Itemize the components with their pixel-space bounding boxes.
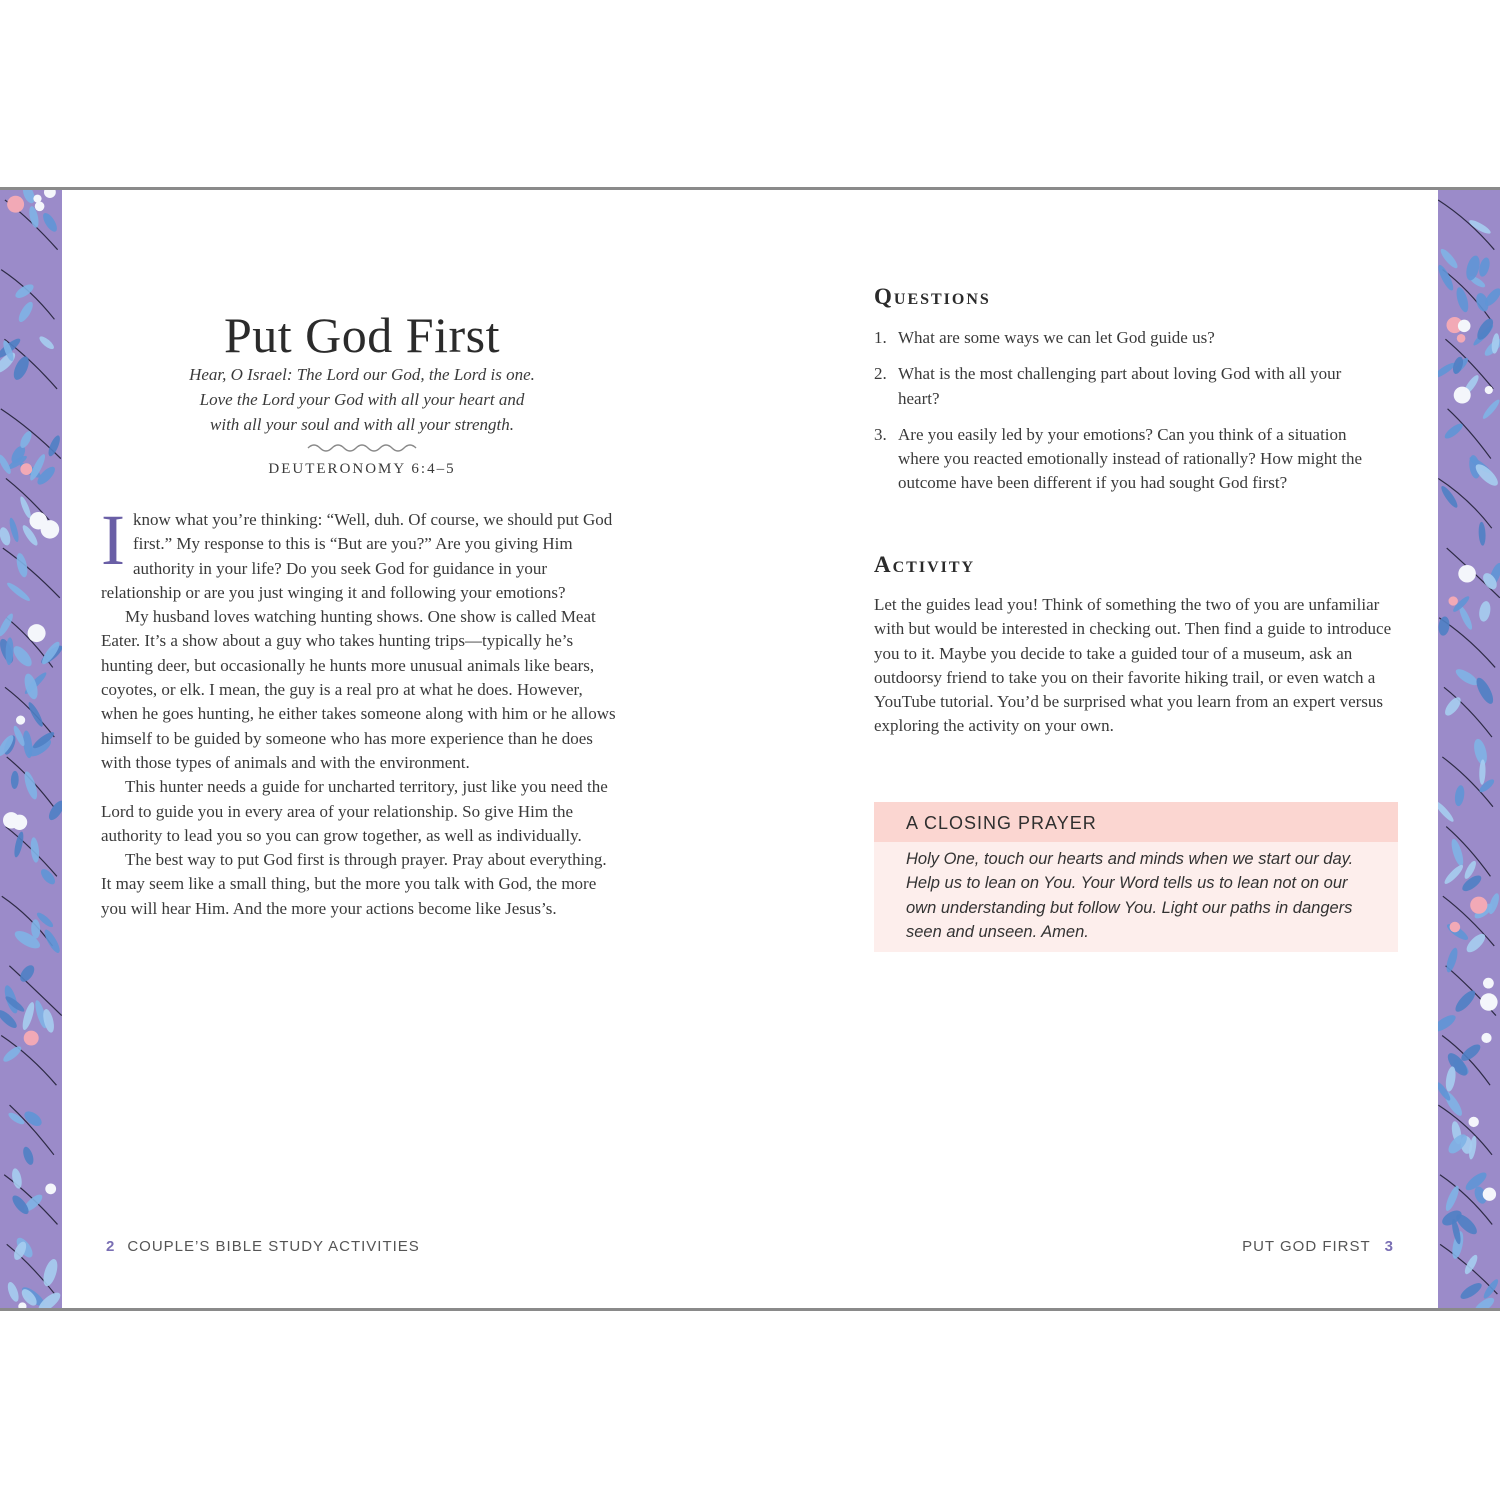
footer-left bbox=[106, 1238, 420, 1255]
leaf-shape bbox=[13, 282, 35, 301]
blossom-shape bbox=[1485, 386, 1493, 394]
activity-heading: Activity bbox=[874, 552, 976, 577]
list-item: 2. What is the most challenging part about loving God with all your heart? bbox=[874, 364, 1342, 408]
leaf-shape bbox=[10, 643, 35, 669]
paragraph: My husband loves watching hunting shows. One show is called Meat Eater. It’s a show about a guy who takes hunting trips—typically he’s hunting deer, but occasionally he hunts more unusual animals like bears, coyotes, or elk. I mean, the guy is a real pro at what he does. However, when he goes hunting, he either takes someone along with him or he allows himself to be guided by someone who has more experience than he does with those types of animals and with the environment. bbox=[101, 607, 616, 772]
branch-stem bbox=[1438, 478, 1491, 528]
leaf-shape bbox=[1454, 785, 1466, 807]
leaf-shape bbox=[1, 1044, 23, 1064]
leaf-shape bbox=[1442, 863, 1465, 886]
footer-right bbox=[1242, 1238, 1394, 1255]
blossom-shape bbox=[1457, 334, 1466, 343]
leaf-shape bbox=[5, 581, 31, 604]
floral-border-left bbox=[0, 190, 62, 1308]
leaf-shape bbox=[11, 771, 19, 789]
leaf-shape bbox=[1454, 286, 1470, 313]
list-item: 3. Are you easily led by your emotions? Can you think of a situation where you reacted emotionally instead of rationally? How might the outcome have been different if you had sought God first? bbox=[874, 424, 1363, 493]
page-title: Put God First bbox=[223, 306, 500, 363]
leaf-shape bbox=[1481, 398, 1500, 421]
blossom-shape bbox=[28, 624, 46, 642]
paragraph: The best way to put God first is through prayer. Pray about everything. It may seem like a small thing, but the more you talk with God, the more you will hear Him. And the more your actions become like Jesus’s. bbox=[101, 850, 607, 918]
leaf-shape bbox=[21, 1145, 35, 1166]
blossom-shape bbox=[1458, 565, 1476, 583]
blossom-shape bbox=[30, 512, 48, 530]
squiggle-divider-icon bbox=[306, 441, 420, 455]
blossom-shape bbox=[1483, 978, 1494, 989]
blossom-shape bbox=[33, 195, 41, 203]
running-footer: COUPLE’S BIBLE STUDY ACTIVITIES bbox=[127, 1238, 420, 1255]
leaf-shape bbox=[22, 770, 40, 801]
blossom-shape bbox=[18, 1302, 26, 1308]
questions-heading: Questions bbox=[874, 284, 991, 309]
leaf-shape bbox=[18, 495, 32, 519]
leaf-shape bbox=[15, 552, 30, 578]
blossom-shape bbox=[3, 812, 19, 828]
leaf-shape bbox=[30, 837, 41, 863]
blossom-shape bbox=[35, 202, 45, 212]
questions-list bbox=[874, 326, 1384, 508]
leaf-shape bbox=[1478, 522, 1486, 546]
prayer-heading: A CLOSING PRAYER bbox=[874, 802, 1398, 842]
blossom-shape bbox=[45, 1183, 56, 1194]
blossom-shape bbox=[1483, 1188, 1496, 1201]
leaf-shape bbox=[26, 701, 45, 728]
book-spread bbox=[0, 187, 1500, 1311]
leaf-shape bbox=[20, 1001, 36, 1031]
activity-text: Let the guides lead you! Think of something the two of you are unfamiliar with but would be interested in checking out. Then find a guide to introduce you to it. Maybe you decide to take a guided tour of a museum, ask an outdoorsy friend to take you on their favorite hiking trail, or even watch a YouTube tutorial. You’d be surprised what you learn from an expert versus exploring the activity on your own. bbox=[874, 595, 1392, 736]
blossom-shape bbox=[16, 715, 25, 724]
leaf-shape bbox=[6, 1281, 21, 1303]
leaf-shape bbox=[46, 434, 62, 458]
blossom-shape bbox=[24, 1031, 39, 1046]
leaf-shape bbox=[1477, 256, 1491, 277]
leaf-shape bbox=[22, 1109, 44, 1129]
leaf-shape bbox=[38, 867, 57, 887]
leaf-shape bbox=[1473, 676, 1496, 707]
blossom-shape bbox=[1450, 922, 1461, 933]
left-page bbox=[62, 190, 750, 1308]
leaf-shape bbox=[1438, 799, 1456, 823]
list-item: 1. What are some ways we can let God guide us? bbox=[874, 328, 1215, 347]
leaf-shape bbox=[1442, 695, 1463, 718]
leaf-shape bbox=[1472, 738, 1489, 766]
blossom-shape bbox=[44, 190, 56, 198]
leaf-shape bbox=[1443, 1184, 1461, 1212]
leaf-shape bbox=[38, 334, 56, 351]
prayer-text: Holy One, touch our hearts and minds when we start our day. Help us to lean on You. Your Word tells us to lean not on our own understanding but follow You. Light our paths in dangers seen and unseen. Amen. bbox=[906, 850, 1354, 941]
leaf-shape bbox=[1453, 666, 1480, 688]
blossom-shape bbox=[1481, 1033, 1491, 1043]
leaf-shape bbox=[1479, 759, 1486, 785]
blossom-shape bbox=[1480, 993, 1498, 1011]
leaf-shape bbox=[13, 831, 26, 858]
leaf-shape bbox=[1478, 600, 1492, 622]
drop-cap: I bbox=[101, 500, 125, 580]
right-page bbox=[750, 190, 1438, 1308]
floral-border-right bbox=[1438, 190, 1500, 1308]
leaf-shape bbox=[1458, 1280, 1484, 1302]
leaf-shape bbox=[0, 612, 15, 638]
leaf-shape bbox=[1439, 484, 1460, 509]
leaf-shape bbox=[40, 211, 59, 234]
branch-stem bbox=[3, 548, 60, 598]
running-footer: PUT GOD FIRST bbox=[1242, 1238, 1371, 1255]
paragraph: Iknow what you’re thinking: “Well, duh. Of course, we should put God first.” My response to this is “But are you?” Are you giving Him authority in your life? Do you seek God for guidance in your relationship or are you just winging it and following your emotions? bbox=[101, 500, 613, 602]
verse-line: with all your soul and with all your strength. bbox=[210, 415, 514, 434]
body-text bbox=[101, 500, 621, 921]
closing-prayer-box bbox=[874, 802, 1398, 952]
page-number: 2 bbox=[106, 1238, 116, 1255]
leaf-shape bbox=[1444, 947, 1459, 974]
leaf-shape bbox=[10, 1167, 23, 1189]
blossom-shape bbox=[7, 196, 24, 213]
leaf-shape bbox=[22, 672, 40, 701]
leaf-shape bbox=[1443, 421, 1465, 441]
blossom-shape bbox=[1470, 897, 1487, 914]
branch-stem bbox=[1438, 200, 1494, 250]
leaf-shape bbox=[1438, 1012, 1458, 1034]
leaf-shape bbox=[1452, 988, 1478, 1015]
blossom-shape bbox=[1458, 320, 1471, 333]
leaf-shape bbox=[1460, 873, 1484, 894]
verse-line: Love the Lord your God with all your heart and bbox=[199, 390, 525, 409]
leaf-shape bbox=[46, 798, 62, 822]
scripture-verse bbox=[122, 362, 602, 437]
branch-stem bbox=[1442, 757, 1493, 807]
leaf-shape bbox=[42, 928, 62, 955]
blossom-shape bbox=[1449, 596, 1458, 605]
verse-line: Hear, O Israel: The Lord our God, the Lord is one. bbox=[189, 365, 535, 384]
leaf-shape bbox=[1464, 254, 1482, 282]
leaf-shape bbox=[41, 1257, 60, 1287]
leaf-shape bbox=[17, 963, 37, 984]
blossom-shape bbox=[20, 463, 32, 475]
paragraph: This hunter needs a guide for uncharted territory, just like you need the Lord to guide you in every area of your relationship. So give Him the authority to lead you so you can grow together, as well as individually. bbox=[101, 777, 608, 845]
leaf-shape bbox=[0, 526, 12, 547]
leaf-shape bbox=[16, 300, 35, 324]
page-number: 3 bbox=[1384, 1238, 1394, 1255]
blossom-shape bbox=[1469, 1117, 1479, 1127]
blossom-shape bbox=[1454, 387, 1471, 404]
verse-reference: DEUTERONOMY 6:4–5 bbox=[268, 461, 456, 477]
leaf-shape bbox=[1462, 1253, 1479, 1276]
